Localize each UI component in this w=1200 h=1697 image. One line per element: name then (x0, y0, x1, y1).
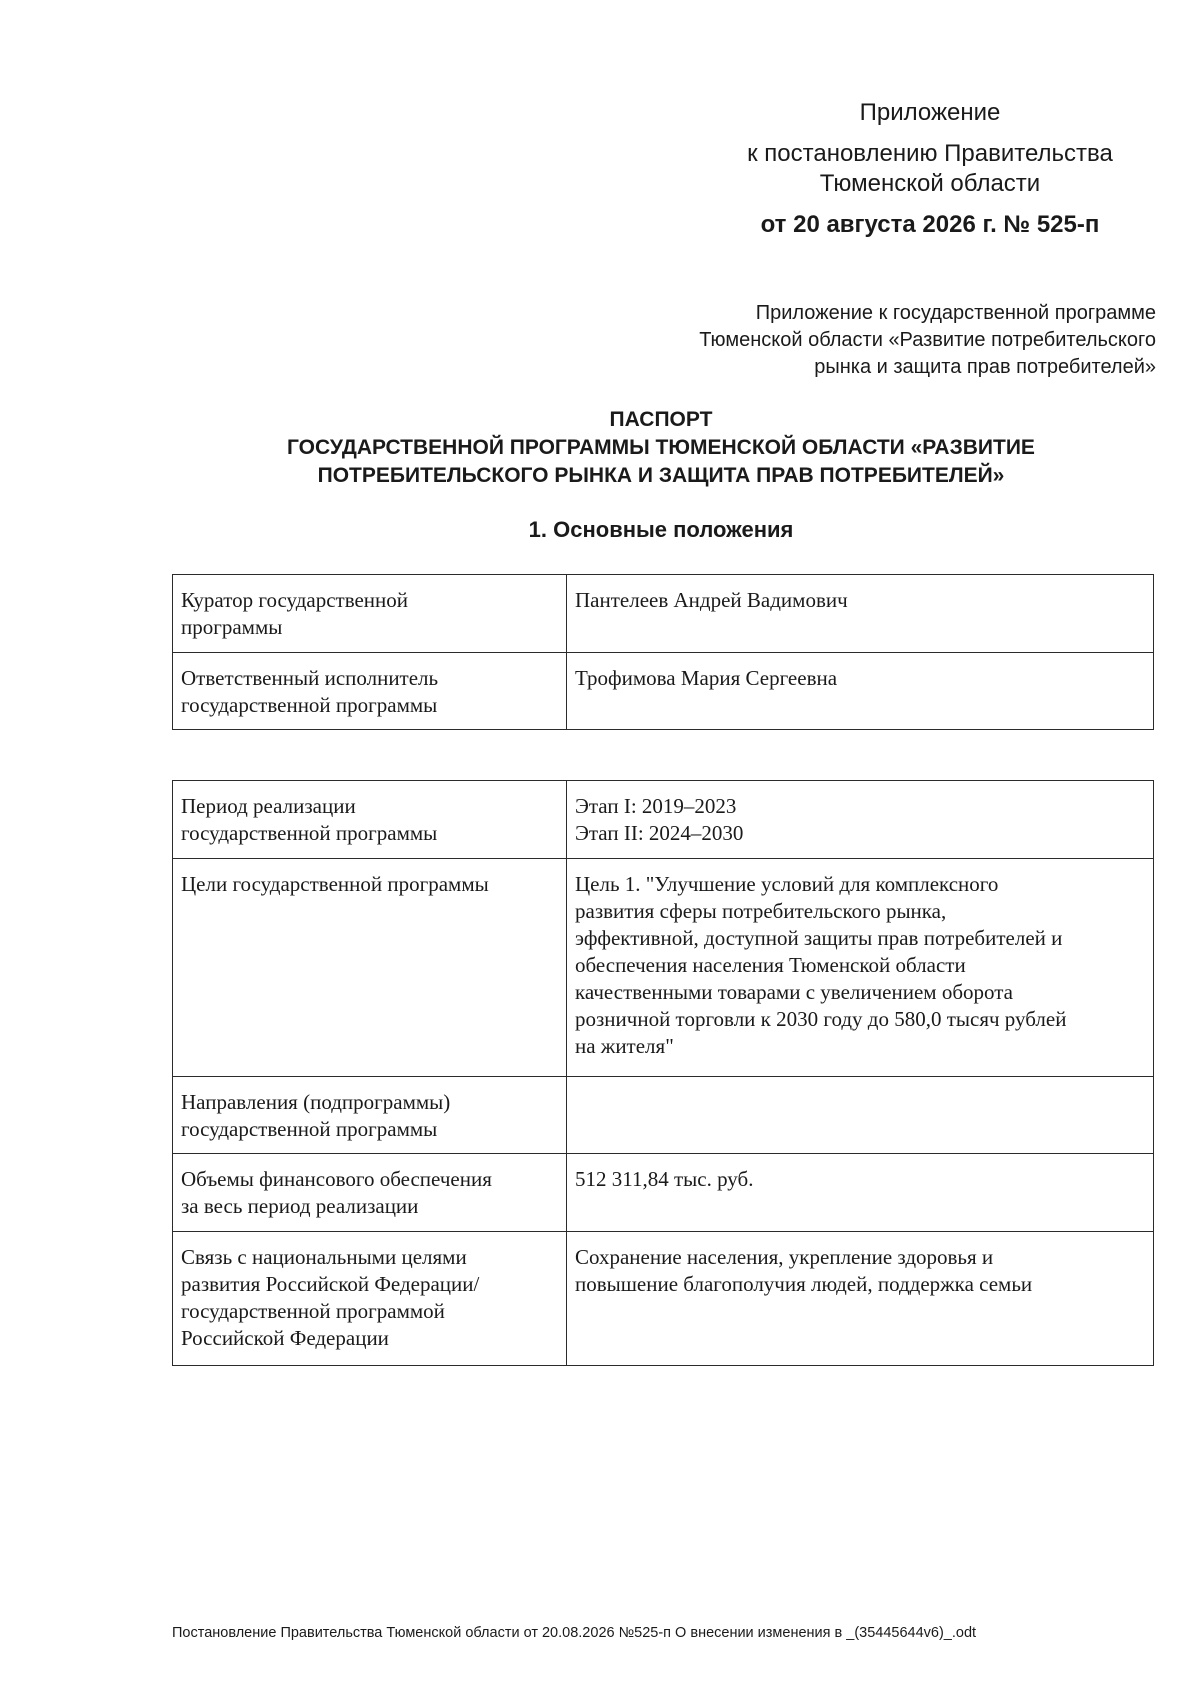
annex-title: Приложение (859, 99, 1001, 126)
table-row (173, 1232, 1154, 1366)
program-annex-line-1: Приложение к государственной программе (755, 302, 1156, 324)
program-annex-note (596, 300, 1156, 381)
table-row (173, 781, 1154, 859)
table-row (173, 859, 1154, 1077)
row-label-executor: Ответственный исполнитель государственной программы (173, 653, 567, 730)
row-value-curator: Пантелеев Андрей Вадимович (567, 575, 1154, 653)
table-row (173, 1154, 1154, 1232)
row-label-period: Период реализации государственной программы (173, 781, 567, 859)
row-value-goals: Цель 1. "Улучшение условий для комплексного развития сферы потребительского рынка, эффективной, доступной защиты прав потребителей и обеспечения населения Тюменской области качественными товарами с увеличением оборота розничной торговли к 2030 году до 580,0 тысяч рублей на жителя" (567, 859, 1154, 1077)
passport-subtitle-line-2: ПОТРЕБИТЕЛЬСКОГО РЫНКА И ЗАЩИТА ПРАВ ПОТРЕБИТЕЛЕЙ» (317, 464, 1005, 487)
row-label-curator: Куратор государственной программы (173, 575, 567, 653)
table-row (173, 575, 1154, 653)
row-label-directions: Направления (подпрограммы) государственной программы (173, 1077, 567, 1154)
row-value-directions (567, 1077, 1154, 1154)
row-label-goals: Цели государственной программы (173, 859, 567, 1077)
row-label-national-goals: Связь с национальными целями развития Российской Федерации/ государственной программой Российской Федерации (173, 1232, 567, 1366)
passport-subtitle-line-1: ГОСУДАРСТВЕННОЙ ПРОГРАММЫ ТЮМЕНСКОЙ ОБЛАСТИ «РАЗВИТИЕ (287, 436, 1035, 459)
row-value-national-goals: Сохранение населения, укрепление здоровья и повышение благополучия людей, поддержка семьи (567, 1232, 1154, 1366)
table-row (173, 1077, 1154, 1154)
program-annex-line-2: Тюменской области «Развитие потребительского (699, 329, 1156, 351)
row-value-executor: Трофимова Мария Сергеевна (567, 653, 1154, 730)
section-title: 1. Основные положения (528, 517, 794, 542)
annex-line-2: к постановлению Правительства (747, 140, 1113, 167)
annex-date-number: от 20 августа 2026 г. № 525-п (760, 211, 1100, 238)
row-label-funding: Объемы финансового обеспечения за весь период реализации (173, 1154, 567, 1232)
basic-info-table (172, 574, 1154, 730)
row-value-period: Этап I: 2019–2023 Этап II: 2024–2030 (567, 781, 1154, 859)
passport-heading (170, 406, 1152, 490)
page-footer: Постановление Правительства Тюменской области от 20.08.2026 №525-п О внесении изменения в _(35445644v6)_.odt (172, 1625, 977, 1641)
row-value-funding: 512 311,84 тыс. руб. (567, 1154, 1154, 1232)
table-row (173, 653, 1154, 730)
annex-line-3: Тюменской области (819, 170, 1041, 197)
passport-title: ПАСПОРТ (609, 408, 713, 431)
annex-header (700, 98, 1160, 240)
program-details-table (172, 780, 1154, 1366)
program-annex-line-3: рынка и защита прав потребителей» (814, 356, 1156, 378)
